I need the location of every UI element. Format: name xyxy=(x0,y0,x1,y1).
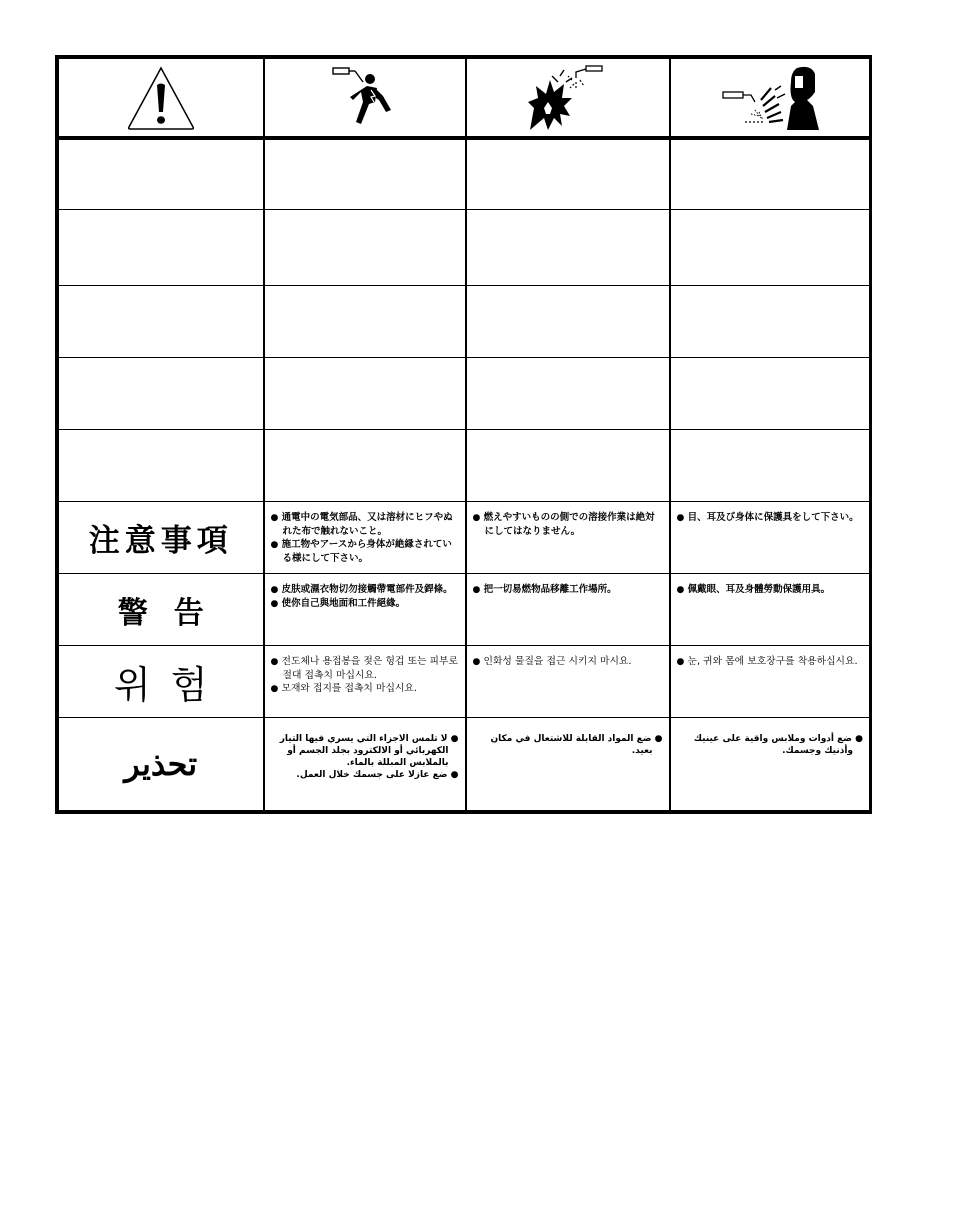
korean-fire-text: ● 인화성 물질을 접근 시키지 마시요. xyxy=(472,656,632,667)
blank-row xyxy=(59,138,870,210)
korean-row xyxy=(59,646,870,718)
blank-row xyxy=(59,210,870,286)
japanese-shock-text: ● 通電中の電気部品、又は溶材にヒフやぬれた布で触れないこと。 ● 施工物やアースから身体が絶縁されている様にして下さい。 xyxy=(270,512,453,564)
blank-row xyxy=(59,430,870,502)
chinese-fire-text: ● 把一切易燃物品移離工作場所。 xyxy=(472,584,617,595)
safety-warning-table xyxy=(55,55,872,814)
korean-shock-text: ● 전도체나 용접봉을 젖은 헝겁 또는 피부로 절대 접촉치 마십시요. ● 모재와 접지를 접촉치 마십시요. xyxy=(270,656,458,694)
arc-rays-helmet-icon xyxy=(715,62,825,134)
icon-cell-fire xyxy=(466,59,670,139)
chinese-label: 警告 xyxy=(117,595,230,631)
electric-shock-icon xyxy=(325,62,405,134)
icon-cell-shock xyxy=(264,59,466,139)
icon-row xyxy=(59,59,870,139)
arabic-fire-text: ● ضع المواد القابلة للاشتعال في مكان بعيد. xyxy=(490,734,663,756)
korean-label: 위험 xyxy=(114,663,228,707)
arabic-row xyxy=(59,718,870,811)
japanese-arc-text: ● 目、耳及び身体に保護具をして下さい。 xyxy=(676,512,859,523)
japanese-label: 注意事項 xyxy=(88,523,233,559)
blank-row xyxy=(59,358,870,430)
fire-explosion-icon xyxy=(520,62,616,134)
arabic-shock-text: ● لا تلمس الاجزاء التي يسري فيها التيار الكهربائي أو الالكترود بجلد الجسم أو بالملابس المبللة بالماء. ● ضع عازلا على جسمك خلال العمل. xyxy=(279,734,459,780)
blank-row xyxy=(59,286,870,358)
japanese-row xyxy=(59,502,870,574)
chinese-shock-text: ● 皮肤或濕衣物切勿接觸帶電部件及銲條。 ● 使你自己與地面和工件絕緣。 xyxy=(270,584,453,609)
korean-arc-text: ● 눈, 귀와 몸에 보호장구를 착용하십시요. xyxy=(676,656,858,667)
icon-cell-arc-rays xyxy=(670,59,870,139)
chinese-row xyxy=(59,574,870,646)
icon-cell-warning xyxy=(59,59,264,139)
warning-triangle-icon xyxy=(126,65,196,131)
japanese-fire-text: ● 燃えやすいものの側での溶接作業は絶対にしてはなりません。 xyxy=(472,512,655,537)
chinese-arc-text: ● 佩戴眼、耳及身體勞動保護用具。 xyxy=(676,584,831,595)
arabic-label: تحذير xyxy=(124,745,198,783)
arabic-arc-text: ● ضع أدوات وملابس واقية على عينيك وأذنيك وجسمك. xyxy=(693,734,863,756)
